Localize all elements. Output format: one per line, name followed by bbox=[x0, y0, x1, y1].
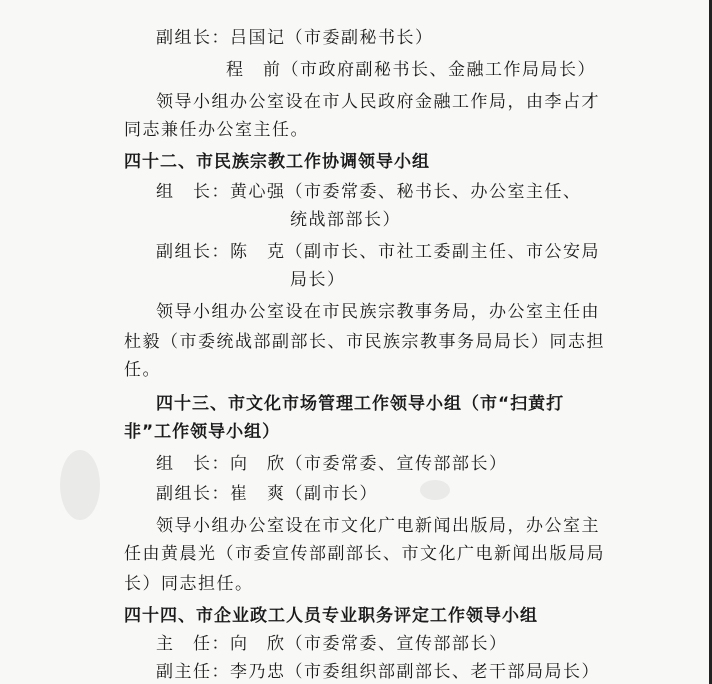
text-line: 副组长：陈 克（副市长、市社工委副主任、市公安局 bbox=[156, 242, 600, 262]
text-line: 组 长：向 欣（市委常委、宣传部部长） bbox=[156, 454, 508, 474]
section-heading: 四十三、市文化市场管理工作领导小组（市“扫黄打 bbox=[156, 394, 565, 414]
text-line: 副主任：李乃忠（市委组织部副部长、老干部局局长） bbox=[156, 662, 600, 682]
text-line: 领导小组办公室设在市人民政府金融工作局，由李占才 bbox=[156, 92, 600, 112]
text-line: 任由黄晨光（市委宣传部副部长、市文化广电新闻出版局局 bbox=[124, 544, 605, 564]
section-heading: 四十二、市民族宗教工作协调领导小组 bbox=[124, 152, 430, 172]
text-line: 程 前（市政府副秘书长、金融工作局局长） bbox=[226, 60, 596, 80]
text-line: 任。 bbox=[124, 360, 161, 380]
text-line: 组 长：黄心强（市委常委、秘书长、办公室主任、 bbox=[156, 182, 582, 202]
text-line: 副组长：崔 爽（副市长） bbox=[156, 484, 378, 504]
text-line: 统战部部长） bbox=[290, 210, 401, 230]
section-heading: 四十四、市企业政工人员专业职务评定工作领导小组 bbox=[124, 606, 538, 626]
text-line: 局长） bbox=[290, 270, 346, 290]
text-line: 长）同志担任。 bbox=[124, 574, 254, 594]
text-line: 领导小组办公室设在市民族宗教事务局，办公室主任由 bbox=[156, 302, 600, 322]
text-line: 主 任：向 欣（市委常委、宣传部部长） bbox=[156, 634, 508, 654]
scan-smudge bbox=[60, 450, 100, 520]
section-heading-continued: 非”工作领导小组） bbox=[124, 422, 281, 442]
scan-smudge bbox=[420, 480, 450, 500]
text-line: 同志兼任办公室主任。 bbox=[124, 120, 309, 140]
text-line: 杜毅（市委统战部副部长、市民族宗教事务局局长）同志担 bbox=[124, 332, 605, 352]
text-line: 领导小组办公室设在市文化广电新闻出版局，办公室主 bbox=[156, 516, 600, 536]
text-line: 副组长：吕国记（市委副秘书长） bbox=[156, 28, 434, 48]
